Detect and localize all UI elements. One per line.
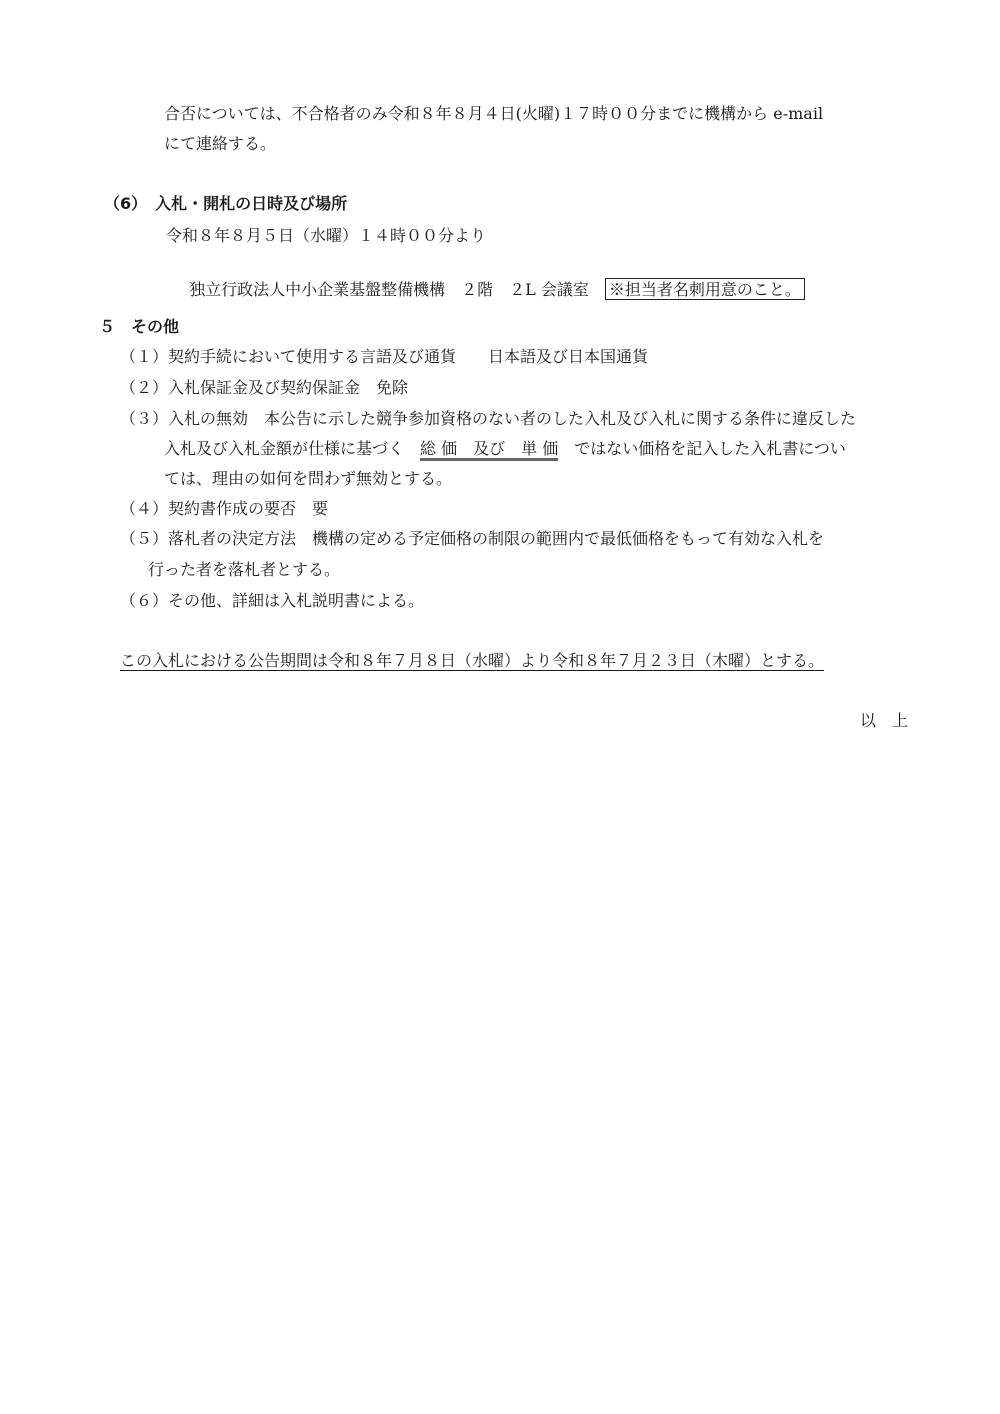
item-5-1: （１）契約手続において使用する言語及び通貨 日本語及び日本国通貨	[120, 347, 649, 366]
item-6-heading: （6） 入札・開札の日時及び場所	[104, 194, 348, 213]
result-notice-line-2: にて連絡する。	[164, 134, 277, 153]
result-notice-line-1: 合否については、不合格者のみ令和８年８月４日(火曜)１７時００分までに機構から e-mail	[164, 104, 824, 123]
item-5-5-line-1: （５）落札者の決定方法 機構の定める予定価格の制限の範囲内で最低価格をもって有効な入札を	[120, 529, 825, 548]
bid-place-text: 独立行政法人中小企業基盤整備機構 ２階 ２L 会議室	[189, 280, 589, 299]
bid-datetime: 令和８年８月５日（水曜）１４時００分より	[166, 226, 487, 245]
item-5-3-line-2-pre: 入札及び入札金額が仕様に基づく	[164, 439, 421, 458]
notice-period: この入札における公告期間は令和８年７月８日（水曜）より令和８年７月２３日（木曜）とする。	[120, 651, 825, 670]
closing-remark: 以 上	[860, 711, 909, 730]
item-5-3-line-2-post: ではない価格を記入した入札書につい	[558, 439, 846, 458]
section-5-heading: ５ その他	[99, 317, 180, 336]
item-5-4: （４）契約書作成の要否 要	[120, 499, 329, 518]
item-5-5-line-2: 行った者を落札者とする。	[148, 560, 341, 579]
item-5-3-line-1: （３）入札の無効 本公告に示した競争参加資格のない者のした入札及び入札に関する条件に違反した	[120, 409, 857, 428]
item-5-3-line-2	[164, 438, 846, 460]
business-card-note: ※担当者名刺用意のこと。	[605, 278, 805, 300]
item-5-2: （２）入札保証金及び契約保証金 免除	[120, 378, 409, 397]
bid-place	[179, 257, 805, 299]
item-5-6: （６）その他、詳細は入札説明書による。	[120, 591, 425, 610]
total-and-unit-price-emphasis: 総 価 及び 単 価	[420, 439, 559, 458]
item-5-3-line-3: ては、理由の如何を問わず無効とする。	[164, 469, 453, 488]
